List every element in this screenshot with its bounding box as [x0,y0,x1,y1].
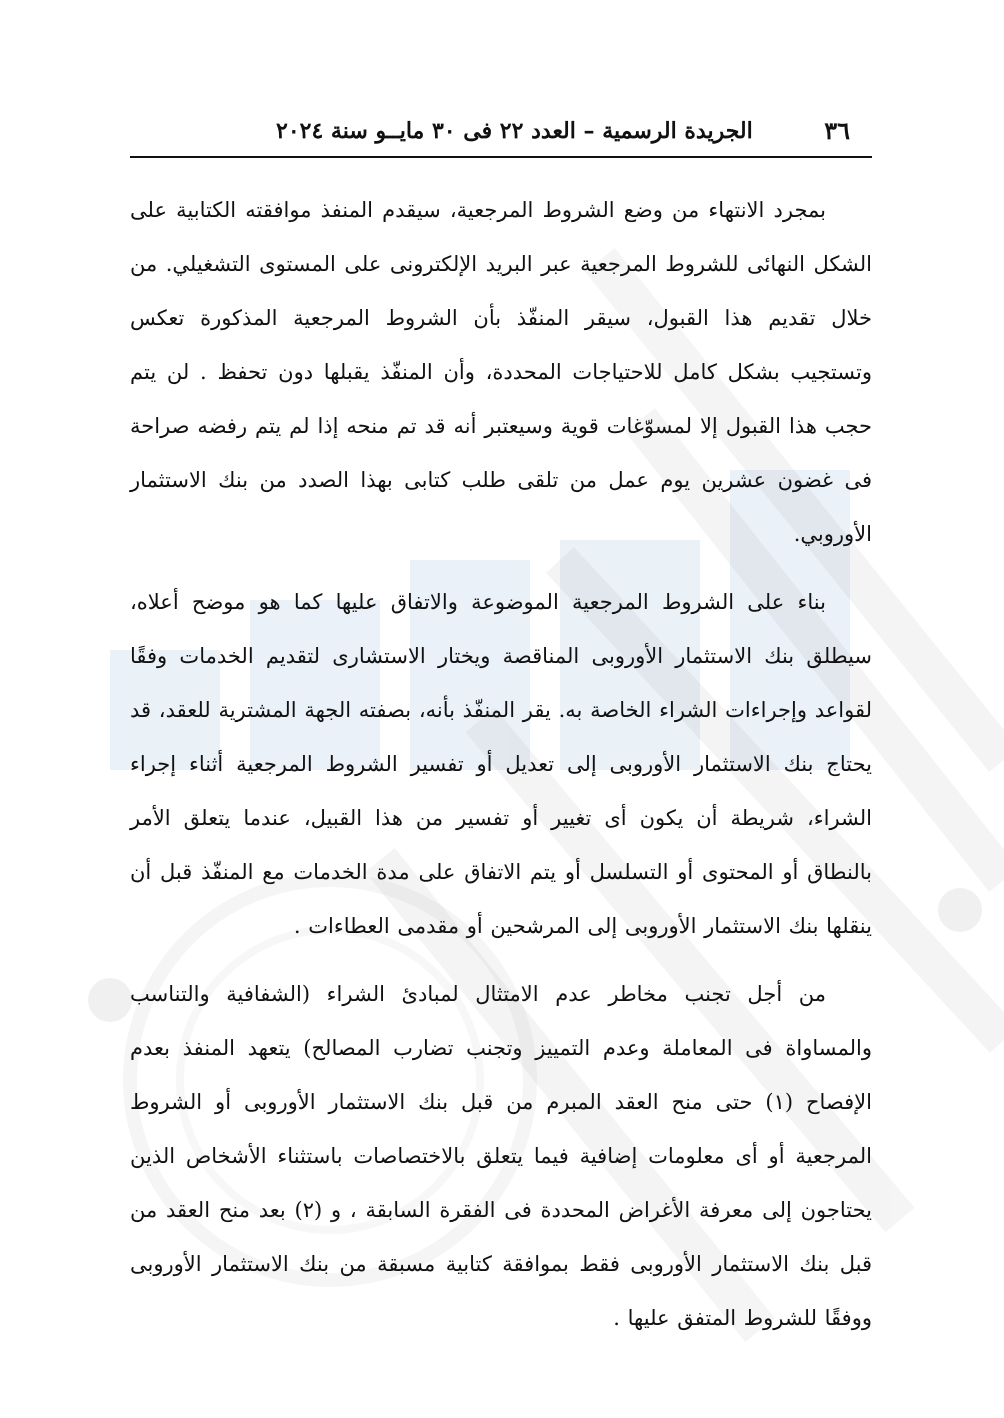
document-body [130,183,872,1359]
page-number: ٣٦ [824,116,850,145]
running-title: الجريدة الرسمية – العدد ٢٢ فى ٣٠ مايــو سنة ٢٠٢٤ [276,118,753,144]
page-header [130,112,872,158]
paragraph-terms-approval: بمجرد الانتهاء من وضع الشروط المرجعية، سيقدم المنفذ موافقته الكتابية على الشكل النهائى للشروط المرجعية عبر البريد الإلكترونى على المستوى التشغيلي. من خلال تقديم هذا القبول، سيقر المنفّذ بأن الشروط المرجعية المذكورة تعكس وتستجيب بشكل كامل للاحتياجات المحددة، وأن المنفّذ يقبلها دون تحفظ . لن يتم حجب هذا القبول إلا لمسوّغات قوية وسيعتبر أنه قد تم منحه إذا لم يتم رفضه صراحة فى غضون عشرين يوم عمل من تلقى طلب كتابى بهذا الصدد من بنك الاستثمار الأوروبي. [130,198,872,546]
paragraph-tender-launch: بناء على الشروط المرجعية الموضوعة والاتفاق عليها كما هو موضح أعلاه، سيطلق بنك الاستثمار الأوروبى المناقصة ويختار الاستشارى لتقديم الخدمات وفقًا لقواعد وإجراءات الشراء الخاصة به. يقر المنفّذ بأنه، بصفته الجهة المشترية للعقد، قد يحتاج بنك الاستثمار الأوروبى إلى تعديل أو تفسير الشروط المرجعية أثناء إجراء الشراء، شريطة أن يكون أى تغيير أو تفسير من هذا القبيل، عندما يتعلق الأمر بالنطاق أو المحتوى أو التسلسل أو يتم الاتفاق على مدة الخدمات مع المنفّذ قبل أن ينقلها بنك الاستثمار الأوروبى إلى المرشحين أو مقدمى العطاءات . [130,590,872,938]
paragraph-non-disclosure: من أجل تجنب مخاطر عدم الامتثال لمبادئ الشراء (الشفافية والتناسب والمساواة فى المعاملة وعدم التمييز وتجنب تضارب المصالح) يتعهد المنفذ بعدم الإفصاح (١) حتى منح العقد المبرم من قبل بنك الاستثمار الأوروبى أو الشروط المرجعية أو أى معلومات إضافية فيما يتعلق بالاختصاصات باستثناء الأشخاص الذين يحتاجون إلى معرفة الأغراض المحددة فى الفقرة السابقة ، و (٢) بعد منح العقد من قبل بنك الاستثمار الأوروبى فقط بموافقة كتابية مسبقة من بنك الاستثمار الأوروبى ووفقًا للشروط المتفق عليها . [130,982,872,1330]
